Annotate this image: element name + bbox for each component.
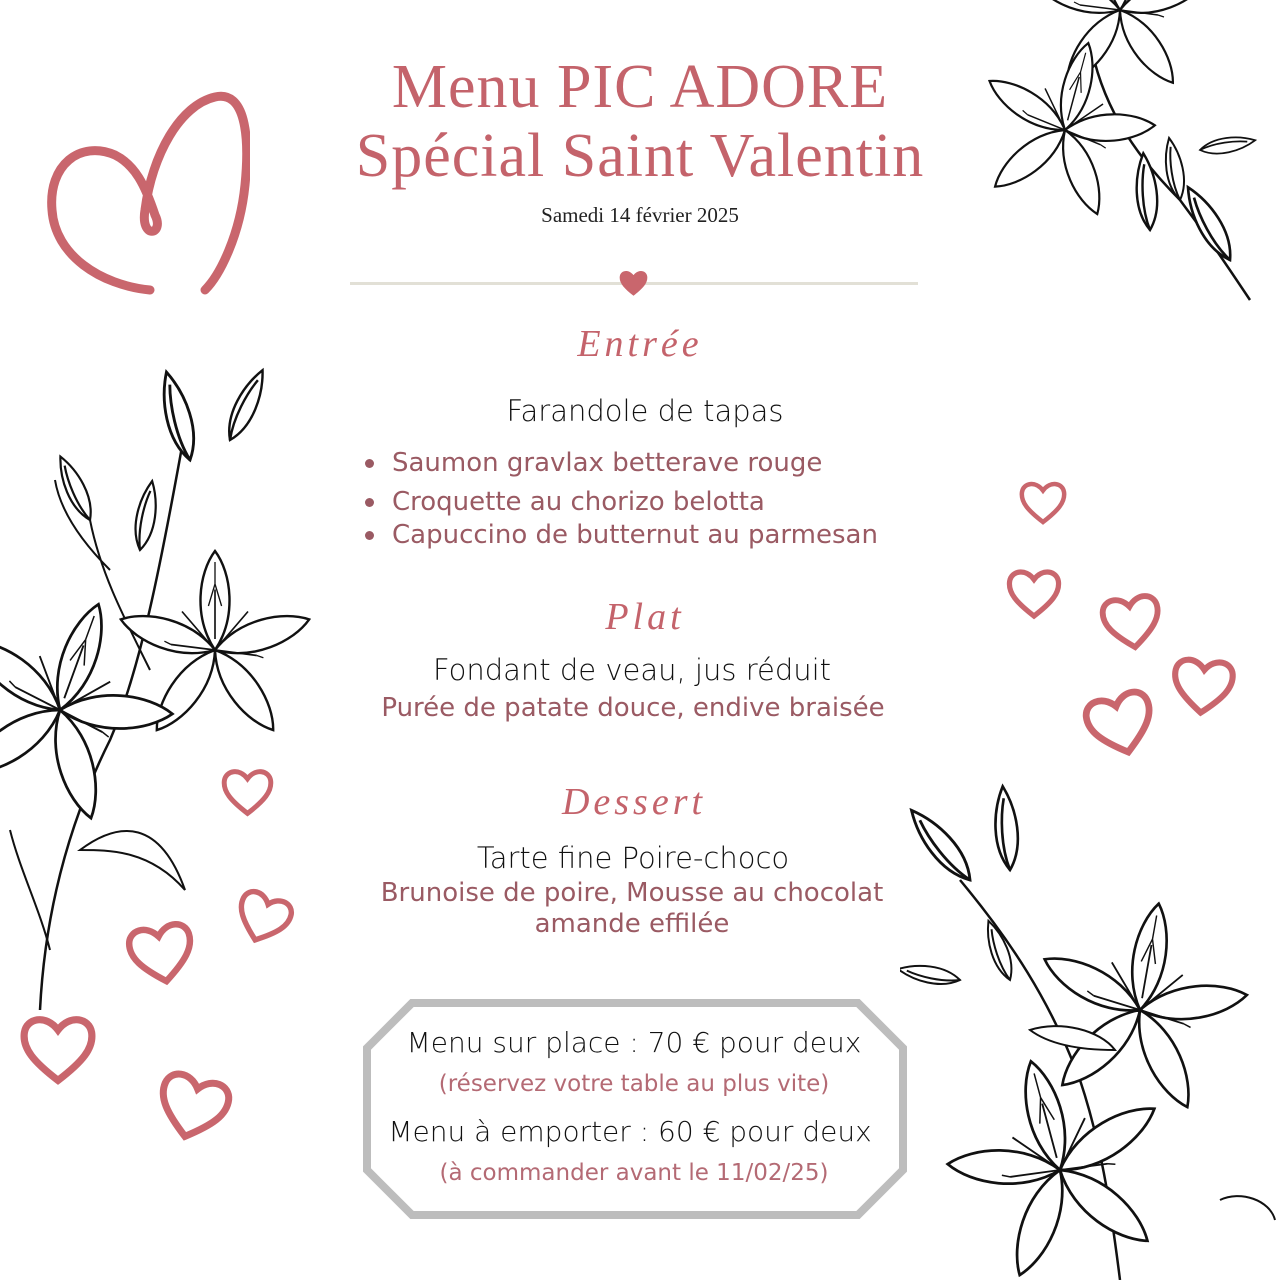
price-takeaway: Menu à emporter : 60 € pour deux [388,1115,872,1148]
item-text: Saumon gravlax betterave rouge [392,448,823,478]
plat-dish: Fondant de veau, jus réduit [432,653,832,687]
section-heading-plat: Plat [605,596,685,638]
section-heading-entree: Entrée [577,323,703,365]
title-line-1: Menu PIC ADORE [391,53,889,121]
entree-dish: Farandole de tapas [506,394,784,428]
item-text: Capuccino de butternut au parmesan [392,520,878,550]
price-onsite: Menu sur place : 70 € pour deux [406,1026,862,1059]
hearts-decoration-right [990,470,1280,810]
dessert-dish: Tarte fine Poire-choco [476,841,790,875]
dessert-detail-2: amande effilée [534,909,730,939]
entree-items-list [365,445,878,553]
price-onsite-note: (réservez votre table au plus vite) [438,1071,830,1097]
list-item [365,445,878,481]
bullet-icon [365,531,374,540]
list-item [365,517,878,553]
divider-heart-icon [617,267,650,297]
plat-detail: Purée de patate douce, endive braisée [381,693,885,723]
bullet-icon [365,459,374,468]
section-heading-dessert: Dessert [561,781,707,823]
dessert-detail-1: Brunoise de poire, Mousse au chocolat [380,878,884,908]
event-date: Samedi 14 février 2025 [541,203,739,227]
bullet-icon [365,498,374,507]
list-item [365,484,878,520]
item-text: Croquette au chorizo belotta [392,487,765,517]
price-takeaway-note: (à commander avant le 11/02/25) [439,1160,829,1186]
title-line-2: Spécial Saint Valentin [355,122,925,190]
